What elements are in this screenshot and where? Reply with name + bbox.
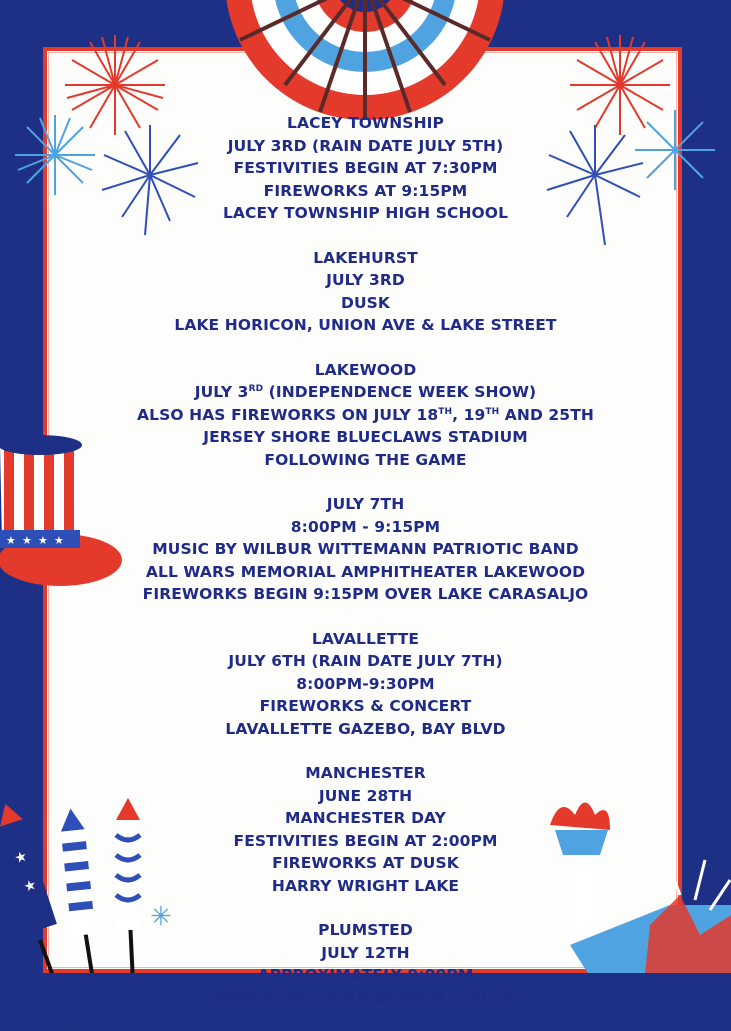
event-line: JULY 3RD (INDEPENDENCE WEEK SHOW) [194, 383, 537, 401]
event-line: JULY 6TH (RAIN DATE JULY 7TH) [228, 652, 503, 670]
event-line: 8:00PM - 9:15PM [290, 517, 441, 536]
bunting-icon [215, 0, 515, 110]
event-line: DUSK [340, 293, 391, 312]
event-line: LACEY TOWNSHIP [287, 114, 444, 132]
svg-text:★: ★ [22, 534, 32, 547]
event-line: JULY 3RD (RAIN DATE JULY 5TH) [227, 136, 504, 155]
event-lavallette [100, 628, 631, 741]
events-list [100, 112, 631, 1031]
event-line: LAVALLETTE GAZEBO, BAY BLVD [225, 719, 506, 738]
event-line: MUSIC BY WILBUR WITTEMANN PATRIOTIC BAND [152, 540, 579, 558]
event-line: PLUMSTED [318, 921, 413, 939]
event-line: LAKEWOOD [314, 360, 417, 379]
event-line: 8:00PM-9:30PM [296, 674, 435, 693]
event-line: LAKE HORICON, UNION AVE & LAKE STREET [174, 316, 557, 334]
event-line: JUNE 28TH [318, 786, 413, 805]
svg-text:★: ★ [38, 534, 48, 547]
event-line: ALL WARS MEMORIAL AMPHITHEATER LAKEWOOD [145, 562, 586, 581]
event-lakewood-july-7 [100, 493, 631, 606]
event-line: LAVALLETTE [311, 629, 420, 648]
event-line: JULY 12TH [321, 943, 410, 962]
event-line: FESTIVITIES BEGIN AT 2:00PM [233, 831, 498, 850]
svg-text:★: ★ [6, 534, 16, 547]
event-manchester [100, 762, 631, 897]
event-line: FESTIVITIES BEGIN AT 7:30PM [233, 159, 498, 177]
event-line: NEW EGYPT HIGH SCHOOL FIELDS [216, 988, 515, 1007]
event-lacey-township [100, 112, 631, 225]
svg-text:★: ★ [12, 848, 30, 868]
event-line: FIREWORKS BEGIN 9:15PM OVER LAKE CARASALJO [142, 585, 589, 603]
event-lakehurst [100, 247, 631, 337]
event-line: LACEY TOWNSHIP HIGH SCHOOL [222, 204, 509, 222]
firework-burst-icon [10, 110, 100, 200]
event-line: HARRY WRIGHT LAKE [271, 876, 460, 895]
event-line: FIREWORKS AT 9:15PM [263, 181, 468, 200]
svg-text:✳: ✳ [150, 902, 172, 932]
svg-text:★: ★ [54, 534, 64, 547]
event-line: FOLLOWING THE GAME [264, 450, 467, 469]
event-line: MANCHESTER DAY [285, 809, 446, 827]
event-lakewood [100, 359, 631, 472]
event-line: ALSO HAS FIREWORKS ON JULY 18TH, 19TH AND 25TH [137, 405, 594, 424]
event-plumsted [100, 919, 631, 1009]
event-line: JULY 7TH [326, 495, 405, 513]
event-line: FIREWORKS & CONCERT [259, 697, 472, 715]
event-line: JULY 3RD [326, 271, 405, 289]
event-line: APPROXIMATELY 9:00PM [257, 966, 474, 984]
event-line: JERSEY SHORE BLUECLAWS STADIUM [203, 428, 528, 446]
event-line: FIREWORKS AT DUSK [272, 854, 459, 872]
event-line: LAKEHURST [313, 248, 418, 267]
event-line: MANCHESTER [305, 764, 426, 782]
svg-text:★: ★ [21, 876, 39, 896]
